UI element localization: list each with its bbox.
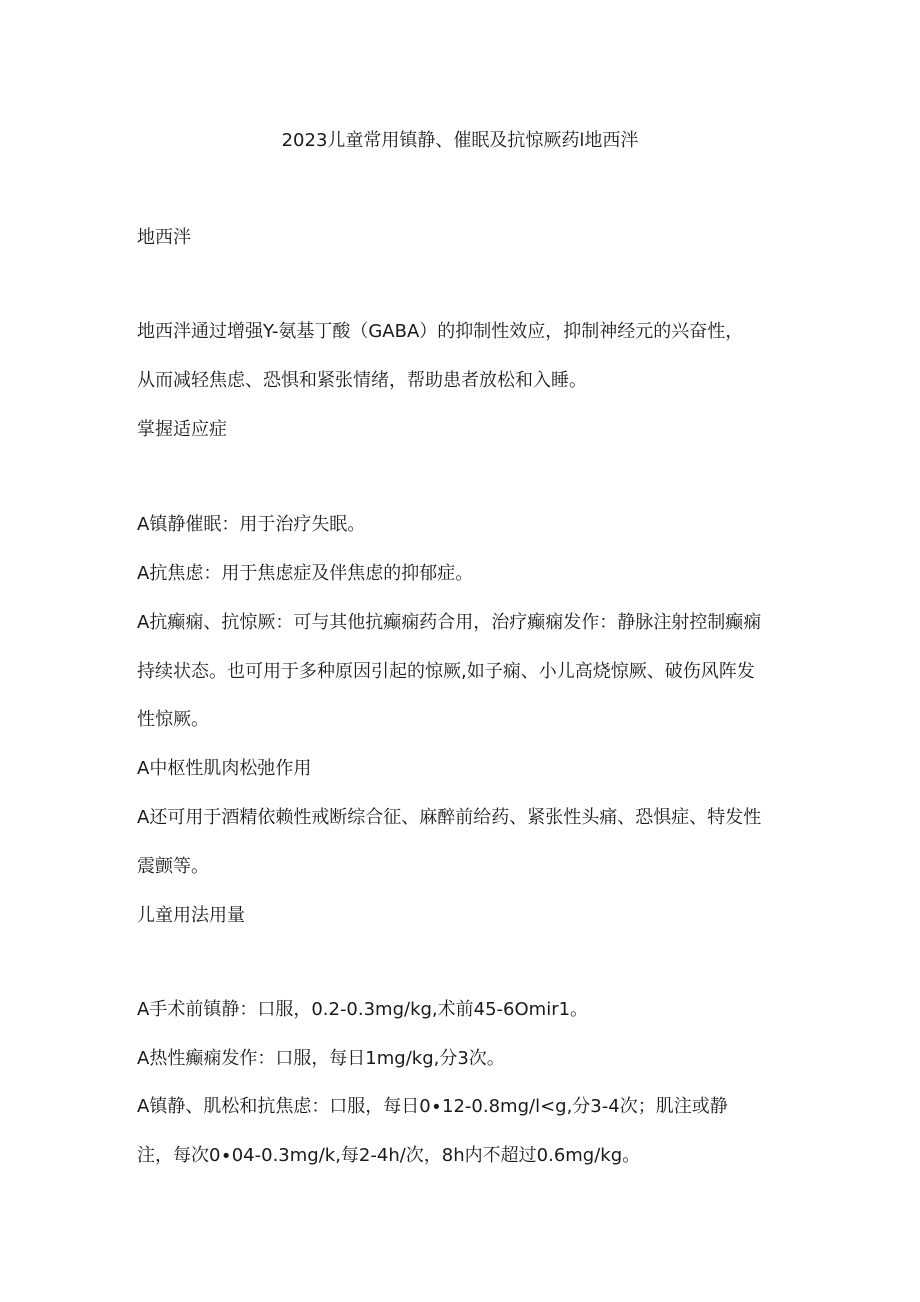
- dosage-item-sedation-line-2: 注，每次0∙04-0.3mg∕k,每2-4h∕次，8h内不超过0.6mg∕kg。: [137, 1145, 641, 1166]
- intro-line-1: 地西泮通过增强Y-氨基丁酸（GABA）的抑制性效应，抑制神经元的兴奋性，: [137, 321, 744, 342]
- indication-item-sedation: A镇静催眠：用于治疗失眠。: [137, 514, 366, 535]
- dosage-heading: 儿童用法用量: [137, 905, 245, 926]
- indication-item-epilepsy-line-3: 性惊厥。: [137, 709, 209, 730]
- indications-heading: 掌握适应症: [137, 419, 227, 440]
- indication-item-epilepsy-line-2: 持续状态。也可用于多种原因引起的惊厥,如子痫、小儿高烧惊厥、破伤风阵发: [137, 661, 755, 682]
- indication-item-anxiety: A抗焦虑：用于焦虑症及伴焦虑的抑郁症。: [137, 563, 474, 584]
- dosage-item-febrile-seizure: A热性癫痫发作：口服，每日1mg/kg,分3次。: [137, 1048, 505, 1069]
- intro-line-2: 从而减轻焦虑、恐惧和紧张情绪，帮助患者放松和入睡。: [137, 370, 587, 391]
- document-title: 2023儿童常用镇静、催眠及抗惊厥药l地西泮: [281, 130, 639, 151]
- indication-item-muscle-relaxant: A中枢性肌肉松弛作用: [137, 758, 312, 779]
- indication-item-other-line-1: A还可用于酒精依赖性戒断综合征、麻醉前给药、紧张性头痛、恐惧症、特发性: [137, 807, 762, 828]
- indication-item-epilepsy-line-1: A抗癫痫、抗惊厥：可与其他抗癫痫药合用，治疗癫痫发作：静脉注射控制癫痫: [137, 612, 762, 633]
- dosage-item-preoperative: A手术前镇静：口服，0.2-0.3mg∕kg,术前45-6Omir1。: [137, 999, 589, 1020]
- drug-heading: 地西泮: [137, 227, 191, 248]
- dosage-item-sedation-line-1: A镇静、肌松和抗焦虑：口服，每日0∙12-0.8mg/l<g,分3-4次；肌注或静: [137, 1096, 728, 1117]
- indication-item-other-line-2: 震颤等。: [137, 856, 209, 877]
